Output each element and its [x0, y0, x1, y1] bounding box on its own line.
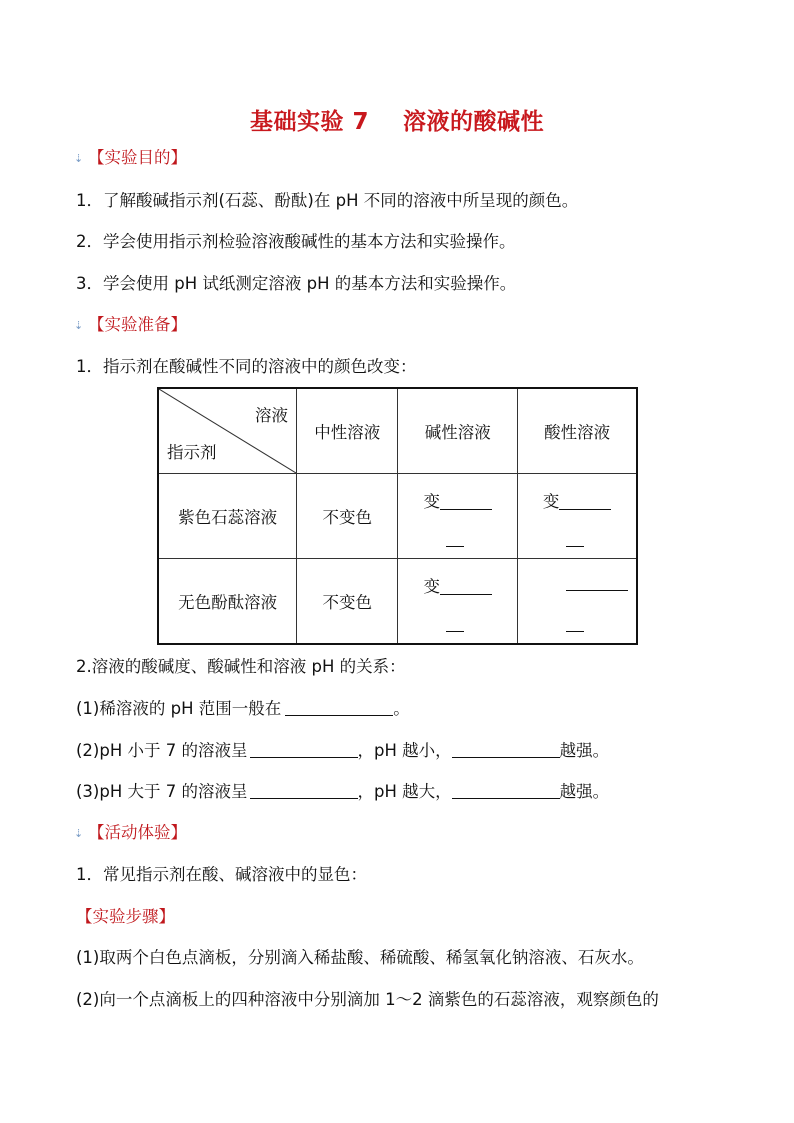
table-header-neutral: 中性溶液: [297, 388, 398, 474]
answer-blank: [566, 615, 584, 632]
cell-litmus-neutral: 不变色: [297, 474, 398, 559]
answer-blank: [559, 492, 611, 510]
step-2: (2)向一个点滴板上的四种溶液中分别滴加 1～2 滴紫色的石蕊溶液，观察颜色的: [76, 990, 659, 1009]
answer-blank: [566, 573, 628, 591]
answer-blank: [446, 615, 464, 632]
section-marker-icon: ⇣: [74, 152, 84, 165]
answer-blank: [250, 782, 358, 799]
page-title: 基础实验 7 溶液的酸碱性: [249, 109, 545, 135]
answer-blank: [440, 492, 492, 510]
steps-heading: 【实验步骤】: [76, 907, 175, 926]
answer-blank: [440, 577, 492, 595]
table-header-acidic: 酸性溶液: [518, 388, 637, 474]
cell-litmus-acidic: 变: [518, 474, 637, 559]
section-marker-icon: ⇣: [74, 827, 84, 840]
section-heading-prep: ⇣ 【实验准备】: [74, 313, 187, 337]
relation-line-3: (3)pH 大于 7 的溶液呈 ，pH 越大， 越强。: [76, 782, 610, 801]
cell-litmus-basic: 变: [398, 474, 518, 559]
relation-heading: 2.溶液的酸碱度、酸碱性和溶液 pH 的关系：: [76, 657, 406, 676]
purpose-item: 3．学会使用 pH 试纸测定溶液 pH 的基本方法和实验操作。: [76, 274, 517, 293]
purpose-item: 1．了解酸碱指示剂(石蕊、酚酞)在 pH 不同的溶液中所呈现的颜色。: [76, 191, 579, 210]
corner-label-indicator: 指示剂: [167, 443, 217, 462]
step-1: (1)取两个白色点滴板，分别滴入稀盐酸、稀硫酸、稀氢氧化钠溶液、石灰水。: [76, 948, 644, 967]
answer-blank: [285, 699, 393, 716]
cell-phenol-basic: 变: [398, 559, 518, 645]
purpose-item: 2．学会使用指示剂检验溶液酸碱性的基本方法和实验操作。: [76, 232, 516, 251]
indicator-color-table: [157, 387, 638, 645]
table-corner-cell: [158, 388, 297, 474]
corner-label-solution: 溶液: [255, 406, 288, 425]
section-marker-icon: ⇣: [74, 319, 84, 332]
prep-intro: 1．指示剂在酸碱性不同的溶液中的颜色改变：: [76, 357, 417, 376]
cell-phenol-neutral: 不变色: [297, 559, 398, 645]
relation-line-1: (1)稀溶液的 pH 范围一般在 。: [76, 699, 410, 718]
cell-phenol-acidic: [518, 559, 637, 645]
section-heading-purpose: ⇣ 【实验目的】: [74, 146, 187, 170]
answer-blank: [446, 530, 464, 547]
answer-blank: [452, 741, 560, 758]
answer-blank: [452, 782, 560, 799]
answer-blank: [566, 530, 584, 547]
section-heading-activity: ⇣ 【活动体验】: [74, 821, 187, 845]
row-label-phenolphthalein: 无色酚酞溶液: [158, 559, 297, 645]
answer-blank: [250, 741, 358, 758]
row-label-litmus: 紫色石蕊溶液: [158, 474, 297, 559]
relation-line-2: (2)pH 小于 7 的溶液呈 ，pH 越小， 越强。: [76, 741, 610, 760]
activity-intro: 1．常见指示剂在酸、碱溶液中的显色：: [76, 865, 367, 884]
table-header-basic: 碱性溶液: [398, 388, 518, 474]
